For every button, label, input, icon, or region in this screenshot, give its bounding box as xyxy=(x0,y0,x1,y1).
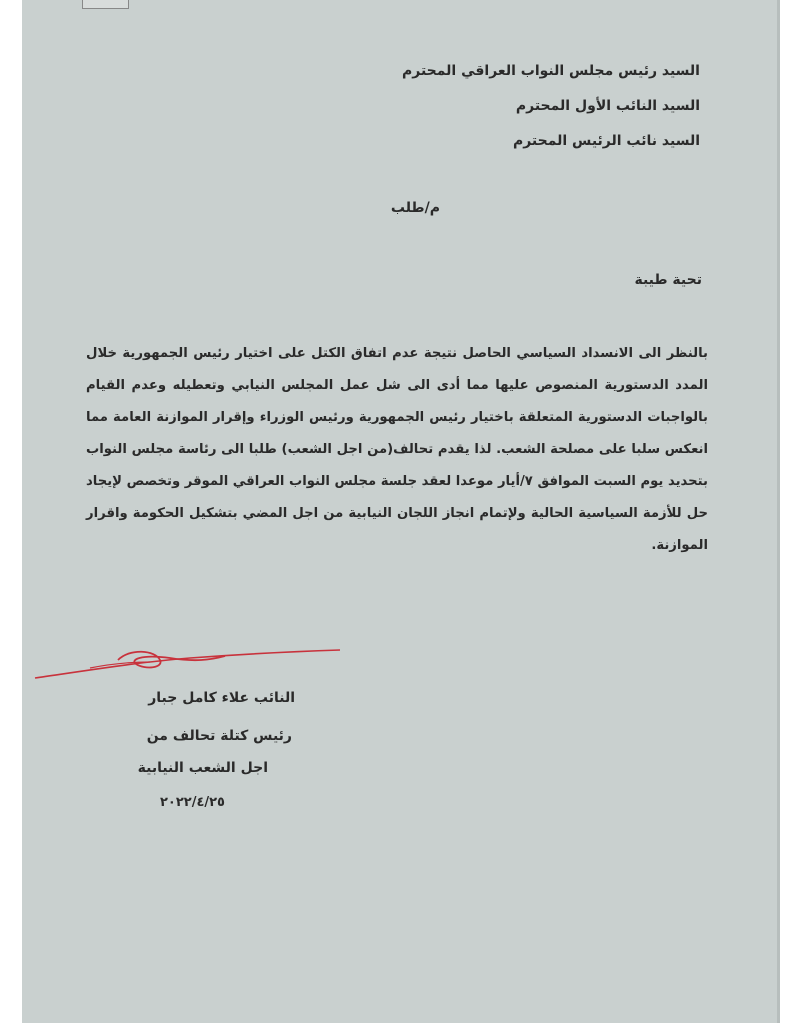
signatory-title-line2: اجل الشعب النيابية xyxy=(137,760,268,776)
signatory-name: النائب علاء كامل جبار xyxy=(148,690,295,706)
letter-date: ٢٠٢٢/٤/٢٥ xyxy=(159,795,225,810)
paper-edge-mark xyxy=(82,0,129,9)
page-edge-shadow xyxy=(777,0,780,1023)
addressee-deputy: السيد نائب الرئيس المحترم xyxy=(512,133,700,149)
letter-subject: م/طلب xyxy=(390,200,440,216)
addressee-speaker: السيد رئيس مجلس النواب العراقي المحترم xyxy=(402,63,700,79)
letter-page xyxy=(22,0,780,1023)
letter-greeting: تحية طيبة xyxy=(634,272,702,288)
handwritten-signature xyxy=(30,640,350,690)
addressee-first-deputy: السيد النائب الأول المحترم xyxy=(515,98,700,114)
signatory-title-line1: رئيس كتلة تحالف من xyxy=(146,728,292,744)
letter-body: بالنظر الى الانسداد السياسي الحاصل نتيجة عدم اتفاق الكتل على اختيار رئيس الجمهورية خلال المدد الدستورية المنصوص عليها مما أدى الى شل عمل المجلس النيابي وتعطيله وعدم القيام بالواجبات الدستورية المتعلقة باختيار رئيس الجمهورية ورئيس الوزراء وإقرار الموازنة العامة مما انعكس سلبا على مصلحة الشعب. لذا يقدم تحالف(من اجل الشعب) طلبا الى رئاسة مجلس النواب بتحديد يوم السبت الموافق ٧/أيار موعدا لعقد جلسة مجلس النواب العراقي الموقر وتخصص لإيجاد حل للأزمة السياسية الحالية ولإتمام انجاز اللجان النيابية من اجل المضي بتشكيل الحكومة واقرار الموازنة. xyxy=(85,346,708,553)
